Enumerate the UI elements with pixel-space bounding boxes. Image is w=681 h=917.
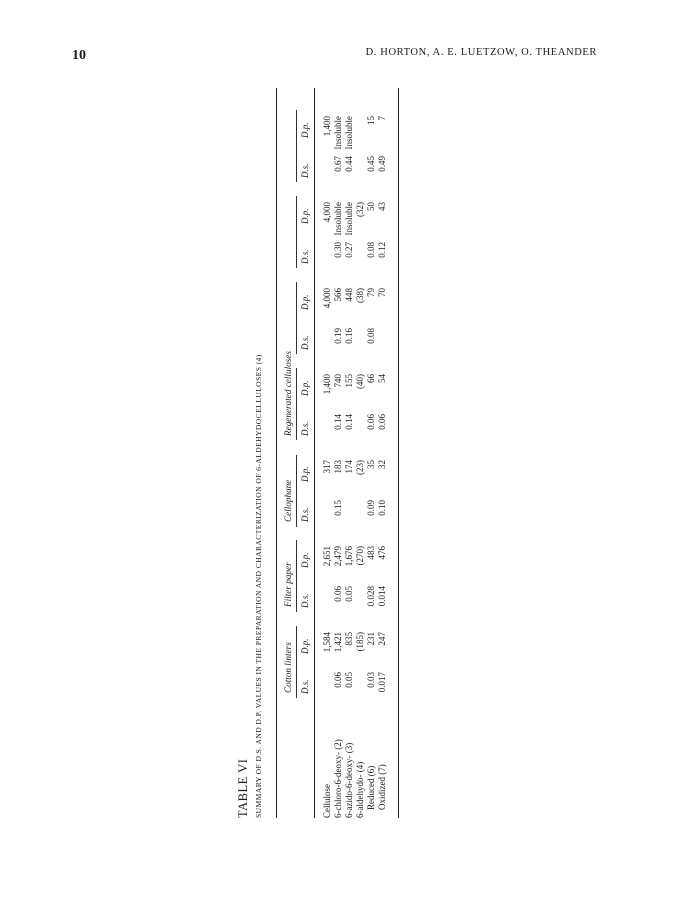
group-line-cotton-linters — [296, 626, 297, 698]
table-cell: 155 — [344, 374, 354, 388]
table-cell: 79 — [366, 288, 376, 297]
table-cell: 0.09 — [366, 500, 376, 516]
table-cell: 0.14 — [333, 414, 343, 430]
table-title: TABLE VI — [236, 758, 250, 818]
table-cell: 2,651 — [322, 546, 332, 567]
table-cell: 0.06 — [366, 414, 376, 430]
row-label: 6-aldehydo- (4) — [355, 761, 365, 818]
table-cell: 0.028 — [366, 586, 376, 607]
group-line-regenerated-3 — [296, 196, 297, 268]
col-head-dp: D.p. — [300, 380, 310, 396]
table-cell: 183 — [333, 460, 343, 474]
table-cell: 35 — [366, 460, 376, 469]
table-cell: Insoluble — [333, 116, 343, 150]
bottom-rule — [398, 88, 399, 818]
table-cell: 0.06 — [333, 672, 343, 688]
row-label: 6-chloro-6-deoxy- (2) — [333, 739, 343, 818]
table-cell: 0.49 — [377, 156, 387, 172]
col-head-ds: D.s. — [300, 249, 310, 264]
table-cell: 0.05 — [344, 672, 354, 688]
table-cell: 0.08 — [366, 328, 376, 344]
table-cell: 0.19 — [333, 328, 343, 344]
table-cell: 174 — [344, 460, 354, 474]
col-head-ds: D.s. — [300, 335, 310, 350]
col-head-ds: D.s. — [300, 421, 310, 436]
table-cell: 0.44 — [344, 156, 354, 172]
table-cell: 0.10 — [377, 500, 387, 516]
data-table — [236, 88, 446, 818]
row-label: Cellulose — [322, 784, 332, 818]
col-head-dp: D.p. — [300, 638, 310, 654]
header-rule — [314, 88, 315, 818]
table-cell: 0.08 — [366, 242, 376, 258]
table-cell: 0.12 — [377, 242, 387, 258]
col-head-ds: D.s. — [300, 679, 310, 694]
table-cell: 317 — [322, 460, 332, 474]
table-cell: (23) — [355, 460, 365, 475]
group-head-cotton-linters: Cotton linters — [283, 642, 293, 693]
table-cell: 1,400 — [322, 374, 332, 395]
table-cell: 0.27 — [344, 242, 354, 258]
table-cell: 0.06 — [377, 414, 387, 430]
table-cell: 4,000 — [322, 202, 332, 223]
table-cell: 1,676 — [344, 546, 354, 567]
col-head-ds: D.s. — [300, 593, 310, 608]
table-cell: 247 — [377, 632, 387, 646]
table-cell: 0.14 — [344, 414, 354, 430]
table-cell: 2,479 — [333, 546, 343, 567]
table-cell: 835 — [344, 632, 354, 646]
top-rule — [276, 88, 277, 818]
group-line-cellophane — [296, 455, 297, 527]
table-cell: 448 — [344, 288, 354, 302]
group-line-regenerated-4 — [296, 110, 297, 182]
group-head-cellophane: Cellophane — [283, 479, 293, 522]
page-number: 10 — [72, 48, 86, 63]
table-cell: 7 — [377, 116, 387, 121]
table-cell: 740 — [333, 374, 343, 388]
table-cell: 66 — [366, 374, 376, 383]
table-cell: 32 — [377, 460, 387, 469]
col-head-dp: D.p. — [300, 466, 310, 482]
table-cell: Insoluble — [333, 202, 343, 236]
col-head-ds: D.s. — [300, 163, 310, 178]
table-cell: 231 — [366, 632, 376, 646]
table-cell: (38) — [355, 288, 365, 303]
table-cell: 0.03 — [366, 672, 376, 688]
table-cell: 0.017 — [377, 672, 387, 693]
group-line-filter-paper — [296, 540, 297, 612]
table-cell: 0.05 — [344, 586, 354, 602]
table-cell: 54 — [377, 374, 387, 383]
table-cell: 43 — [377, 202, 387, 211]
group-line-regenerated-1 — [296, 368, 297, 440]
table-cell: Insoluble — [344, 202, 354, 236]
col-head-dp: D.p. — [300, 122, 310, 138]
table-cell: 0.16 — [344, 328, 354, 344]
table-cell: 566 — [333, 288, 343, 302]
table-cell: 4,000 — [322, 288, 332, 309]
col-head-ds: D.s. — [300, 507, 310, 522]
row-label: 6-azido-6-deoxy- (3) — [344, 742, 354, 818]
table-cell: (32) — [355, 202, 365, 217]
table-cell: 0.06 — [333, 586, 343, 602]
table-cell: (270) — [355, 546, 365, 566]
table-cell: 0.15 — [333, 500, 343, 516]
table-cell: 50 — [366, 202, 376, 211]
table-cell: Insoluble — [344, 116, 354, 150]
table-cell: 1,421 — [333, 632, 343, 653]
table-cell: 476 — [377, 546, 387, 560]
row-label: Oxidized (7) — [377, 764, 387, 810]
col-head-dp: D.p. — [300, 294, 310, 310]
table-cell: 0.45 — [366, 156, 376, 172]
table-cell: (40) — [355, 374, 365, 389]
table-cell: 0.67 — [333, 156, 343, 172]
group-head-filter-paper: Filter paper — [283, 562, 293, 607]
table-cell: 15 — [366, 116, 376, 125]
table-cell: (185) — [355, 632, 365, 652]
col-head-dp: D.p. — [300, 552, 310, 568]
table-cell: 1,584 — [322, 632, 332, 653]
table-caption: SUMMARY OF D.S. AND D.P. VALUES IN THE PREPARATION AND CHARACTERIZATION OF 6-ALDEHYDOCELLULOSES (4) — [254, 354, 263, 818]
table-cell: 0.30 — [333, 242, 343, 258]
group-line-regenerated-2 — [296, 282, 297, 354]
table-cell: 483 — [366, 546, 376, 560]
table-cell: 70 — [377, 288, 387, 297]
group-head-regenerated-celluloses: Regenerated celluloses — [283, 351, 293, 436]
col-head-dp: D.p. — [300, 208, 310, 224]
table-cell: 0.014 — [377, 586, 387, 607]
table-cell: 1,400 — [322, 116, 332, 137]
running-head: D. HORTON, A. E. LUETZOW, O. THEANDER — [365, 47, 597, 58]
row-label: Reduced (6) — [366, 765, 376, 810]
